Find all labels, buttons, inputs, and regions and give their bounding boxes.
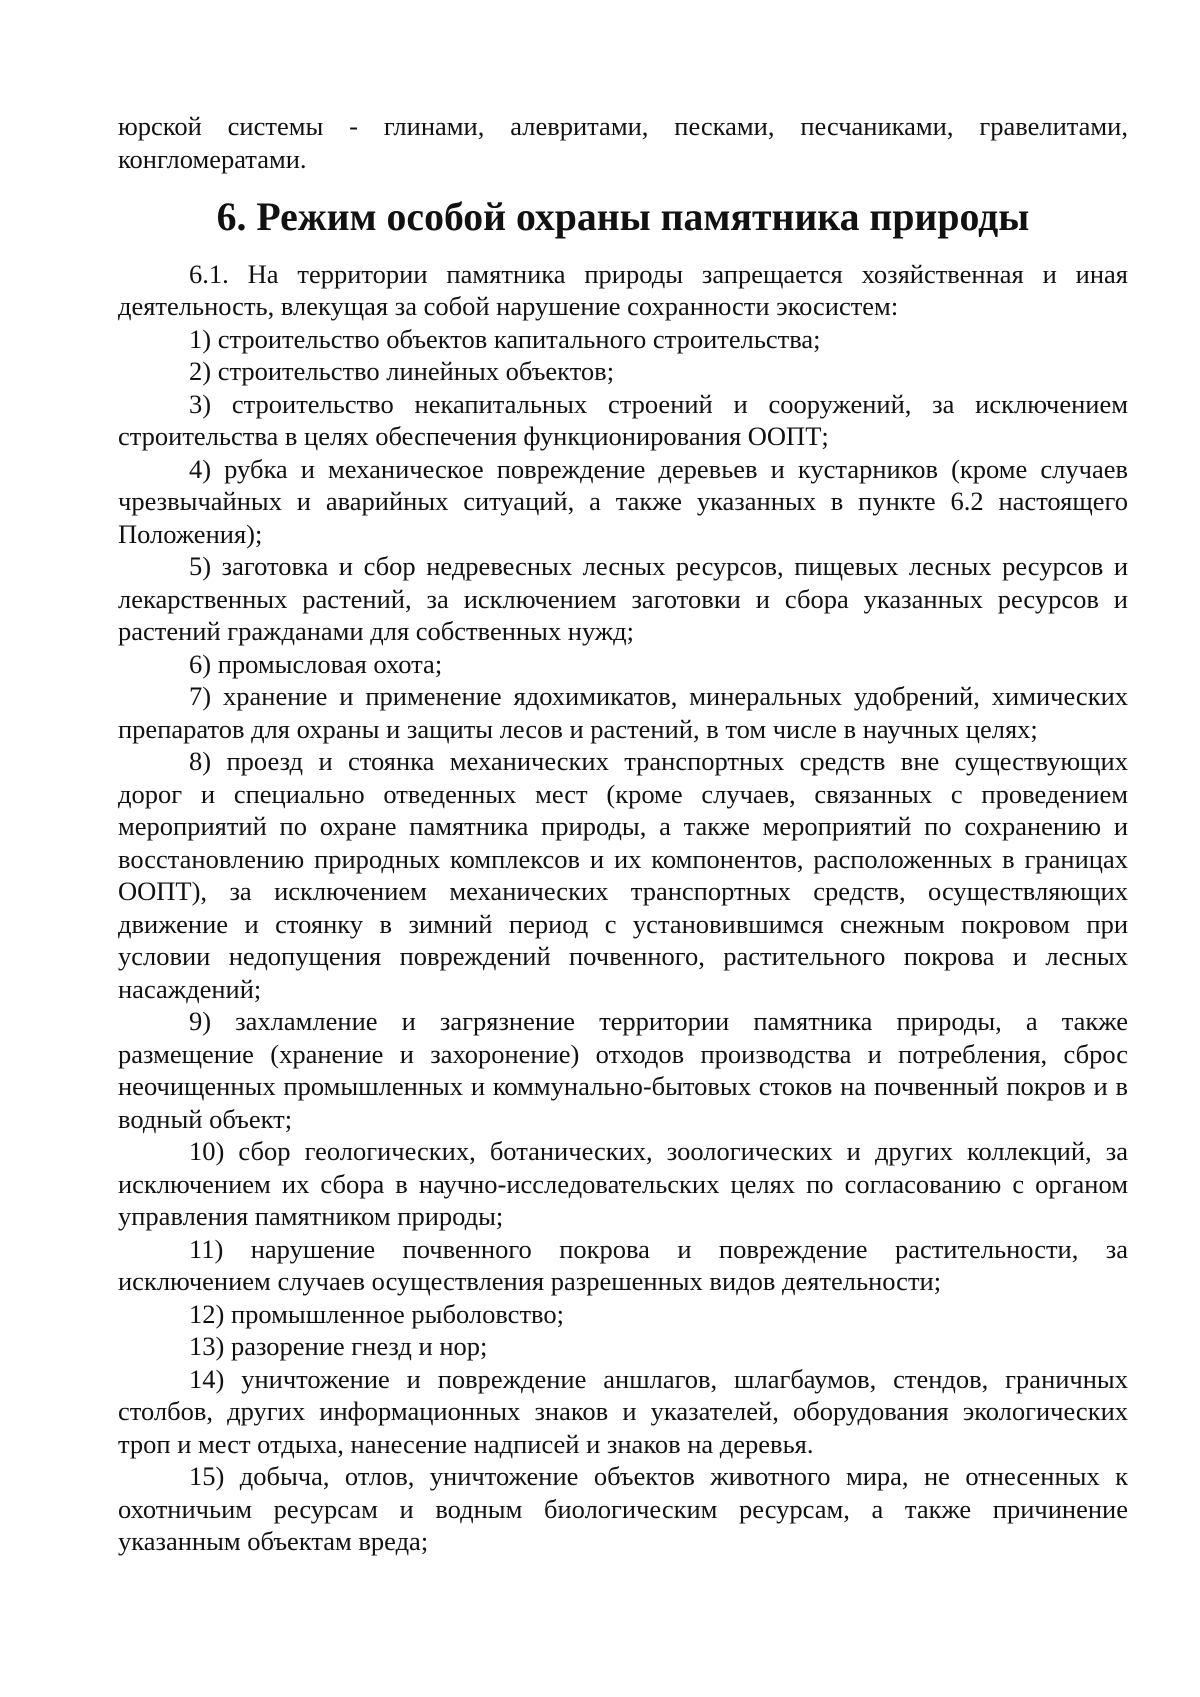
list-item: 9) захламление и загрязнение территории памятника природы, а также размещение (хранение и захоронение) отходов производства и потребления, сброс неочищенных промышленных и коммунально-бытовых стоков на почвенный покров и в водный объект;	[118, 1006, 1128, 1134]
list-item: 14) уничтожение и повреждение аншлагов, шлагбаумов, стендов, граничных столбов, других информационных знаков и указателей, оборудования экологических троп и мест отдыха, нанесение надписей и знаков на деревья.	[118, 1363, 1128, 1459]
list-item: 4) рубка и механическое повреждение деревьев и кустарников (кроме случаев чрезвычайных и аварийных ситуаций, а также указанных в пункте 6.2 настоящего Положения);	[118, 453, 1128, 549]
list-item: 5) заготовка и сбор недревесных лесных ресурсов, пищевых лесных ресурсов и лекарственных растений, за исключением заготовки и сбора указанных ресурсов и растений гражданами для собственных нужд;	[118, 551, 1128, 646]
list-item: 1) строительство объектов капитального строительства;	[189, 323, 821, 354]
list-item: 11) нарушение почвенного покрова и повреждение растительности, за исключением случаев осуществления разрешенных видов деятельности;	[118, 1233, 1128, 1296]
prohibitions-list	[118, 323, 1128, 1558]
list-item: 7) хранение и применение ядохимикатов, минеральных удобрений, химических препаратов для охраны и защиты лесов и растений, в том числе в научных целях;	[118, 681, 1128, 744]
list-item: 3) строительство некапитальных строений и сооружений, за исключением строительства в целях обеспечения функционирования ООПТ;	[118, 388, 1128, 451]
list-item: 8) проезд и стоянка механических транспортных средств вне существующих дорог и специально отведенных мест (кроме случаев, связанных с проведением мероприятий по охране памятника природы, а также мероприятий по сохранению и восстановлению природных комплексов и их компонентов, расположенных в границах ООПТ), за исключением механических транспортных средств, осуществляющих движение и стоянку в зимний период с установившимся снежным покровом при условии недопущения повреждений почвенного, растительного покрова и лесных насаждений;	[118, 746, 1128, 1004]
list-item: 12) промышленное рыболовство;	[189, 1298, 564, 1329]
document-page	[118, 110, 1128, 1558]
intro-paragraph: 6.1. На территории памятника природы запрещается хозяйственная и иная деятельность, влекущая за собой нарушение сохранности экосистем:	[118, 258, 1128, 321]
section-heading: 6. Режим особой охраны памятника природы	[216, 195, 1030, 239]
list-item: 6) промысловая охота;	[189, 648, 443, 679]
list-item: 2) строительство линейных объектов;	[189, 356, 615, 386]
list-item: 10) сбор геологических, ботанических, зоологических и других коллекций, за исключением их сбора в научно-исследовательских целях по согласованию с органом управления памятником природы;	[118, 1136, 1128, 1231]
list-item: 15) добыча, отлов, уничтожение объектов животного мира, не отнесенных к охотничьим ресурсам и водным биологическим ресурсам, а также причинение указанным объектам вреда;	[118, 1461, 1128, 1556]
list-item: 13) разорение гнезд и нор;	[189, 1331, 488, 1361]
continuation-paragraph: юрской системы - глинами, алевритами, песками, песчаниками, гравелитами, конгломератами.	[118, 111, 1128, 174]
